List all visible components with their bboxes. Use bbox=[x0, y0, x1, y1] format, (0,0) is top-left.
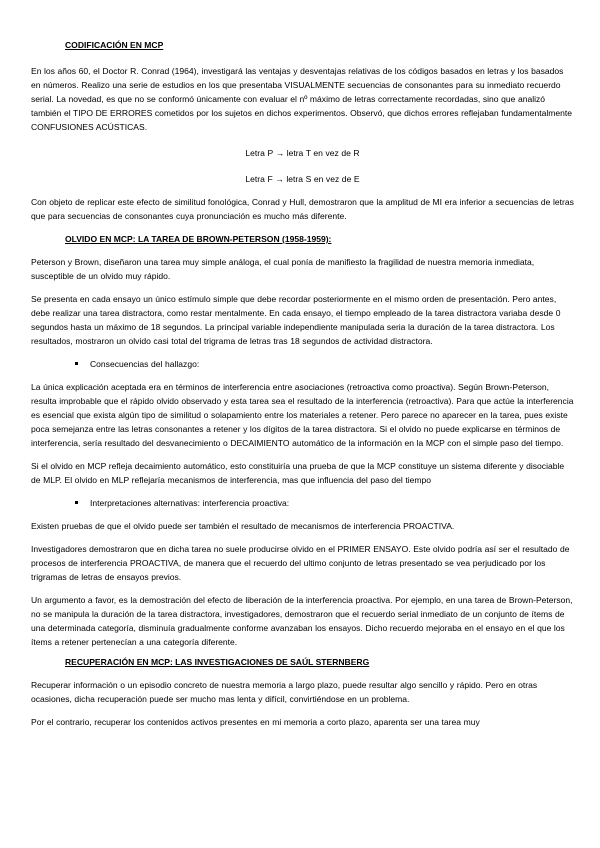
heading-recuperacion: RECUPERACIÓN EN MCP: LAS INVESTIGACIONES DE SAÚL STERNBERG bbox=[65, 657, 370, 667]
paragraph-decaimiento: Si el olvido en MCP refleja decaimiento automático, esto constituiría una prueba de que la MCP constituye un sistema diferente y disociable de MLP. El olvido en MLP reflejaría mecanismos de interferencia, mas que influencia del paso del tiempo bbox=[31, 461, 565, 485]
paragraph-procedimiento: Se presenta en cada ensayo un único estímulo simple que debe recordar posteriormente en el mismo orden de presentación. Pero antes, debe realizar una tarea distractora, como restar mentalmente. En cada ensayo, el tiempo empleado de la tarea distractora variaba desde 0 segundos hasta un máximo de 18 segundos. La principal variable independiente manipulada seria la duración de la tarea distractora. Los resultados, mostraron un olvido casi total del trigrama de letras tras 18 segundos de actividad distractora. bbox=[31, 294, 561, 346]
document-page bbox=[31, 38, 574, 729]
paragraph-recuperar-mcp: Por el contrario, recuperar los contenidos activos presentes en mi memoria a corto plazo, aparenta ser una tarea muy bbox=[31, 717, 480, 727]
paragraph-conrad-hull: Con objeto de replicar este efecto de similitud fonológica, Conrad y Hull, demostraron que la amplitud de MI era inferior a secuencias de letras que para secuencias de consonantes cuya pronunciación es mucho más diferente. bbox=[31, 197, 574, 221]
paragraph-recuperar-mlp: Recuperar información o un episodio concreto de nuestra memoria a largo plazo, puede resultar algo sencillo y rápido. Pero en otras ocasiones, dicha recuperación puede ser mucho mas lenta y difícil, convirtiéndose en un problema. bbox=[31, 680, 538, 704]
formula-p-t: Letra P → letra T en vez de R bbox=[245, 148, 360, 158]
bullet-consecuencias-text: Consecuencias del hallazgo: bbox=[90, 359, 200, 369]
heading-codificacion: CODIFICACIÓN EN MCP bbox=[65, 40, 164, 50]
bullet-consecuencias bbox=[31, 357, 574, 371]
paragraph-interferencia: La única explicación aceptada era en términos de interferencia entre asociaciones (retroactiva como proactiva). Según Brown-Peterson, resulta improbable que el rápido olvido observado y esta tarea sea el resultado de la interferencia (retroactiva). Para que actúe la interferencia es esencial que exista algún tipo de similitud o solapamiento entre los materiales a retener. Pero parece no aparecer en la tarea, pues existe poca semejanza entre las letras consonantes a retener y los dígitos de la tarea distractora. Si el olvido no puede explicarse en términos de interferencia, sería resultado del desvanecimiento o DECAIMIENTO automático de la información en la MCP con el simple paso del tiempo. bbox=[31, 382, 574, 448]
paragraph-primer-ensayo: Investigadores demostraron que en dicha tarea no suele producirse olvido en el PRIMER ENSAYO. Este olvido podría así ser el resultado de procesos de interferencia PROACTIVA, de manera que el recuerdo del ultimo conjunto de letras presentado se vea perjudicado por los trigramas de letras de ensayos previos. bbox=[31, 544, 570, 582]
paragraph-conrad: En los años 60, el Doctor R. Conrad (1964), investigará las ventajas y desventajas relativas de los códigos basados en letras y los basados en números. Realizo una serie de estudios en los que presentaba VISUALMENTE secuencias de consonantes para su inmediato recuerdo serial. La novedad, es que no se conformó únicamente con evaluar el nº máximo de letras correctamente recordadas, sino que analizó también el TIPO DE ERRORES cometidos por los sujetos en dichos experimentos. Observó, que dichos errores reflejaban fundamentalmente CONFUSIONES ACÚSTICAS. bbox=[31, 66, 573, 132]
paragraph-peterson-brown: Peterson y Brown, diseñaron una tarea muy simple análoga, el cual ponía de manifiesto la fragilidad de nuestra memoria inmediata, susceptible de un olvido muy rápido. bbox=[31, 257, 535, 281]
paragraph-liberacion: Un argumento a favor, es la demostración del efecto de liberación de la interferencia proactiva. Por ejemplo, en una tarea de Brown-Peterson, no se manipula la duración de la tarea distractora, investigadores, demostraron que el recuerdo serial inmediato de un conjunto de ítems de una determinada categoría, disminuía gradualmente conforme avanzaban los ensayos. Dicho recuerdo mejoraba en el ensayo en el que los ítems a retener pertenecían a una categoría diferente. bbox=[31, 595, 573, 647]
bullet-interpretaciones-text: Interpretaciones alternativas: interferencia proactiva: bbox=[90, 498, 290, 508]
bullet-interpretaciones bbox=[31, 496, 574, 510]
paragraph-proactiva: Existen pruebas de que el olvido puede ser también el resultado de mecanismos de interferencia PROACTIVA. bbox=[31, 521, 455, 531]
bullet-square-icon bbox=[75, 362, 78, 365]
bullet-square-icon bbox=[75, 501, 78, 504]
heading-olvido: OLVIDO EN MCP: LA TAREA DE BROWN-PETERSON (1958-1959): bbox=[65, 234, 332, 244]
formula-f-s: Letra F → letra S en vez de E bbox=[245, 174, 360, 184]
